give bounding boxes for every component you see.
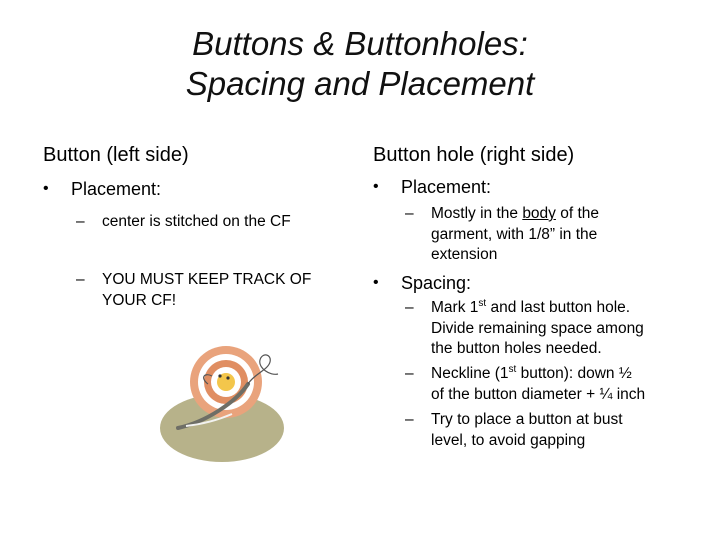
right-sub-body-line1: [431, 204, 599, 225]
right-bullet-spacing-label: Spacing:: [401, 273, 472, 293]
right-sub-neckline-line1: [431, 364, 645, 385]
dash-glyph: –: [405, 365, 414, 382]
right-sub-neckline-text: [431, 364, 645, 405]
text-run: Neckline (1: [431, 365, 509, 382]
left-bullet-label: Placement:: [71, 179, 162, 199]
underlined-word: body: [522, 205, 556, 222]
right-sub-bust-line2: level, to avoid gapping: [431, 431, 586, 449]
right-sub-mark-text: [431, 298, 644, 360]
superscript: st: [478, 297, 487, 309]
dash-glyph: –: [76, 271, 85, 288]
slide-title: [0, 24, 720, 104]
superscript: st: [508, 363, 517, 375]
dash-glyph: –: [405, 411, 414, 428]
text-run: Mark 1: [431, 299, 479, 316]
right-sub-body-text: [431, 204, 599, 266]
right-sub-bust-text: [431, 410, 623, 451]
right-sub-mark-line3: the button holes needed.: [431, 340, 602, 357]
right-bullet-placement-label: Placement:: [401, 177, 492, 197]
text-run: and last button hole.: [486, 299, 631, 316]
text-run: Mostly in the: [431, 205, 523, 222]
bullet-glyph: •: [373, 178, 379, 195]
left-sub-cf-text: center is stitched on the CF: [102, 213, 291, 230]
bullet-glyph: •: [43, 180, 49, 197]
right-sub-body-line3: extension: [431, 246, 498, 263]
bullet-glyph: •: [373, 274, 379, 291]
right-sub-mark-line1: [431, 298, 644, 319]
dash-glyph: –: [405, 299, 414, 316]
right-sub-neckline-line2: of the button diameter + ¼ inch: [431, 385, 646, 403]
title-line-1: Buttons & Buttonholes:: [192, 25, 528, 62]
right-sub-bust-line1: Try to place a button at bust: [431, 411, 623, 428]
text-run: button): down ½: [516, 365, 632, 382]
left-sub-track-line1: YOU MUST KEEP TRACK OF: [102, 271, 312, 288]
dash-glyph: –: [405, 205, 414, 222]
right-sub-body-line2: garment, with 1/8” in the: [431, 225, 598, 243]
text-run: of the: [555, 205, 600, 222]
right-column-heading: Button hole (right side): [373, 144, 575, 166]
right-sub-mark-line2: Divide remaining space among: [431, 319, 644, 337]
left-column-heading: Button (left side): [43, 144, 189, 166]
dash-glyph: –: [76, 213, 85, 230]
left-sub-track-text: [102, 270, 311, 311]
title-line-2: Spacing and Placement: [185, 65, 535, 102]
left-sub-track-line2: YOUR CF!: [102, 291, 177, 309]
target-with-needle-icon: [156, 332, 286, 464]
